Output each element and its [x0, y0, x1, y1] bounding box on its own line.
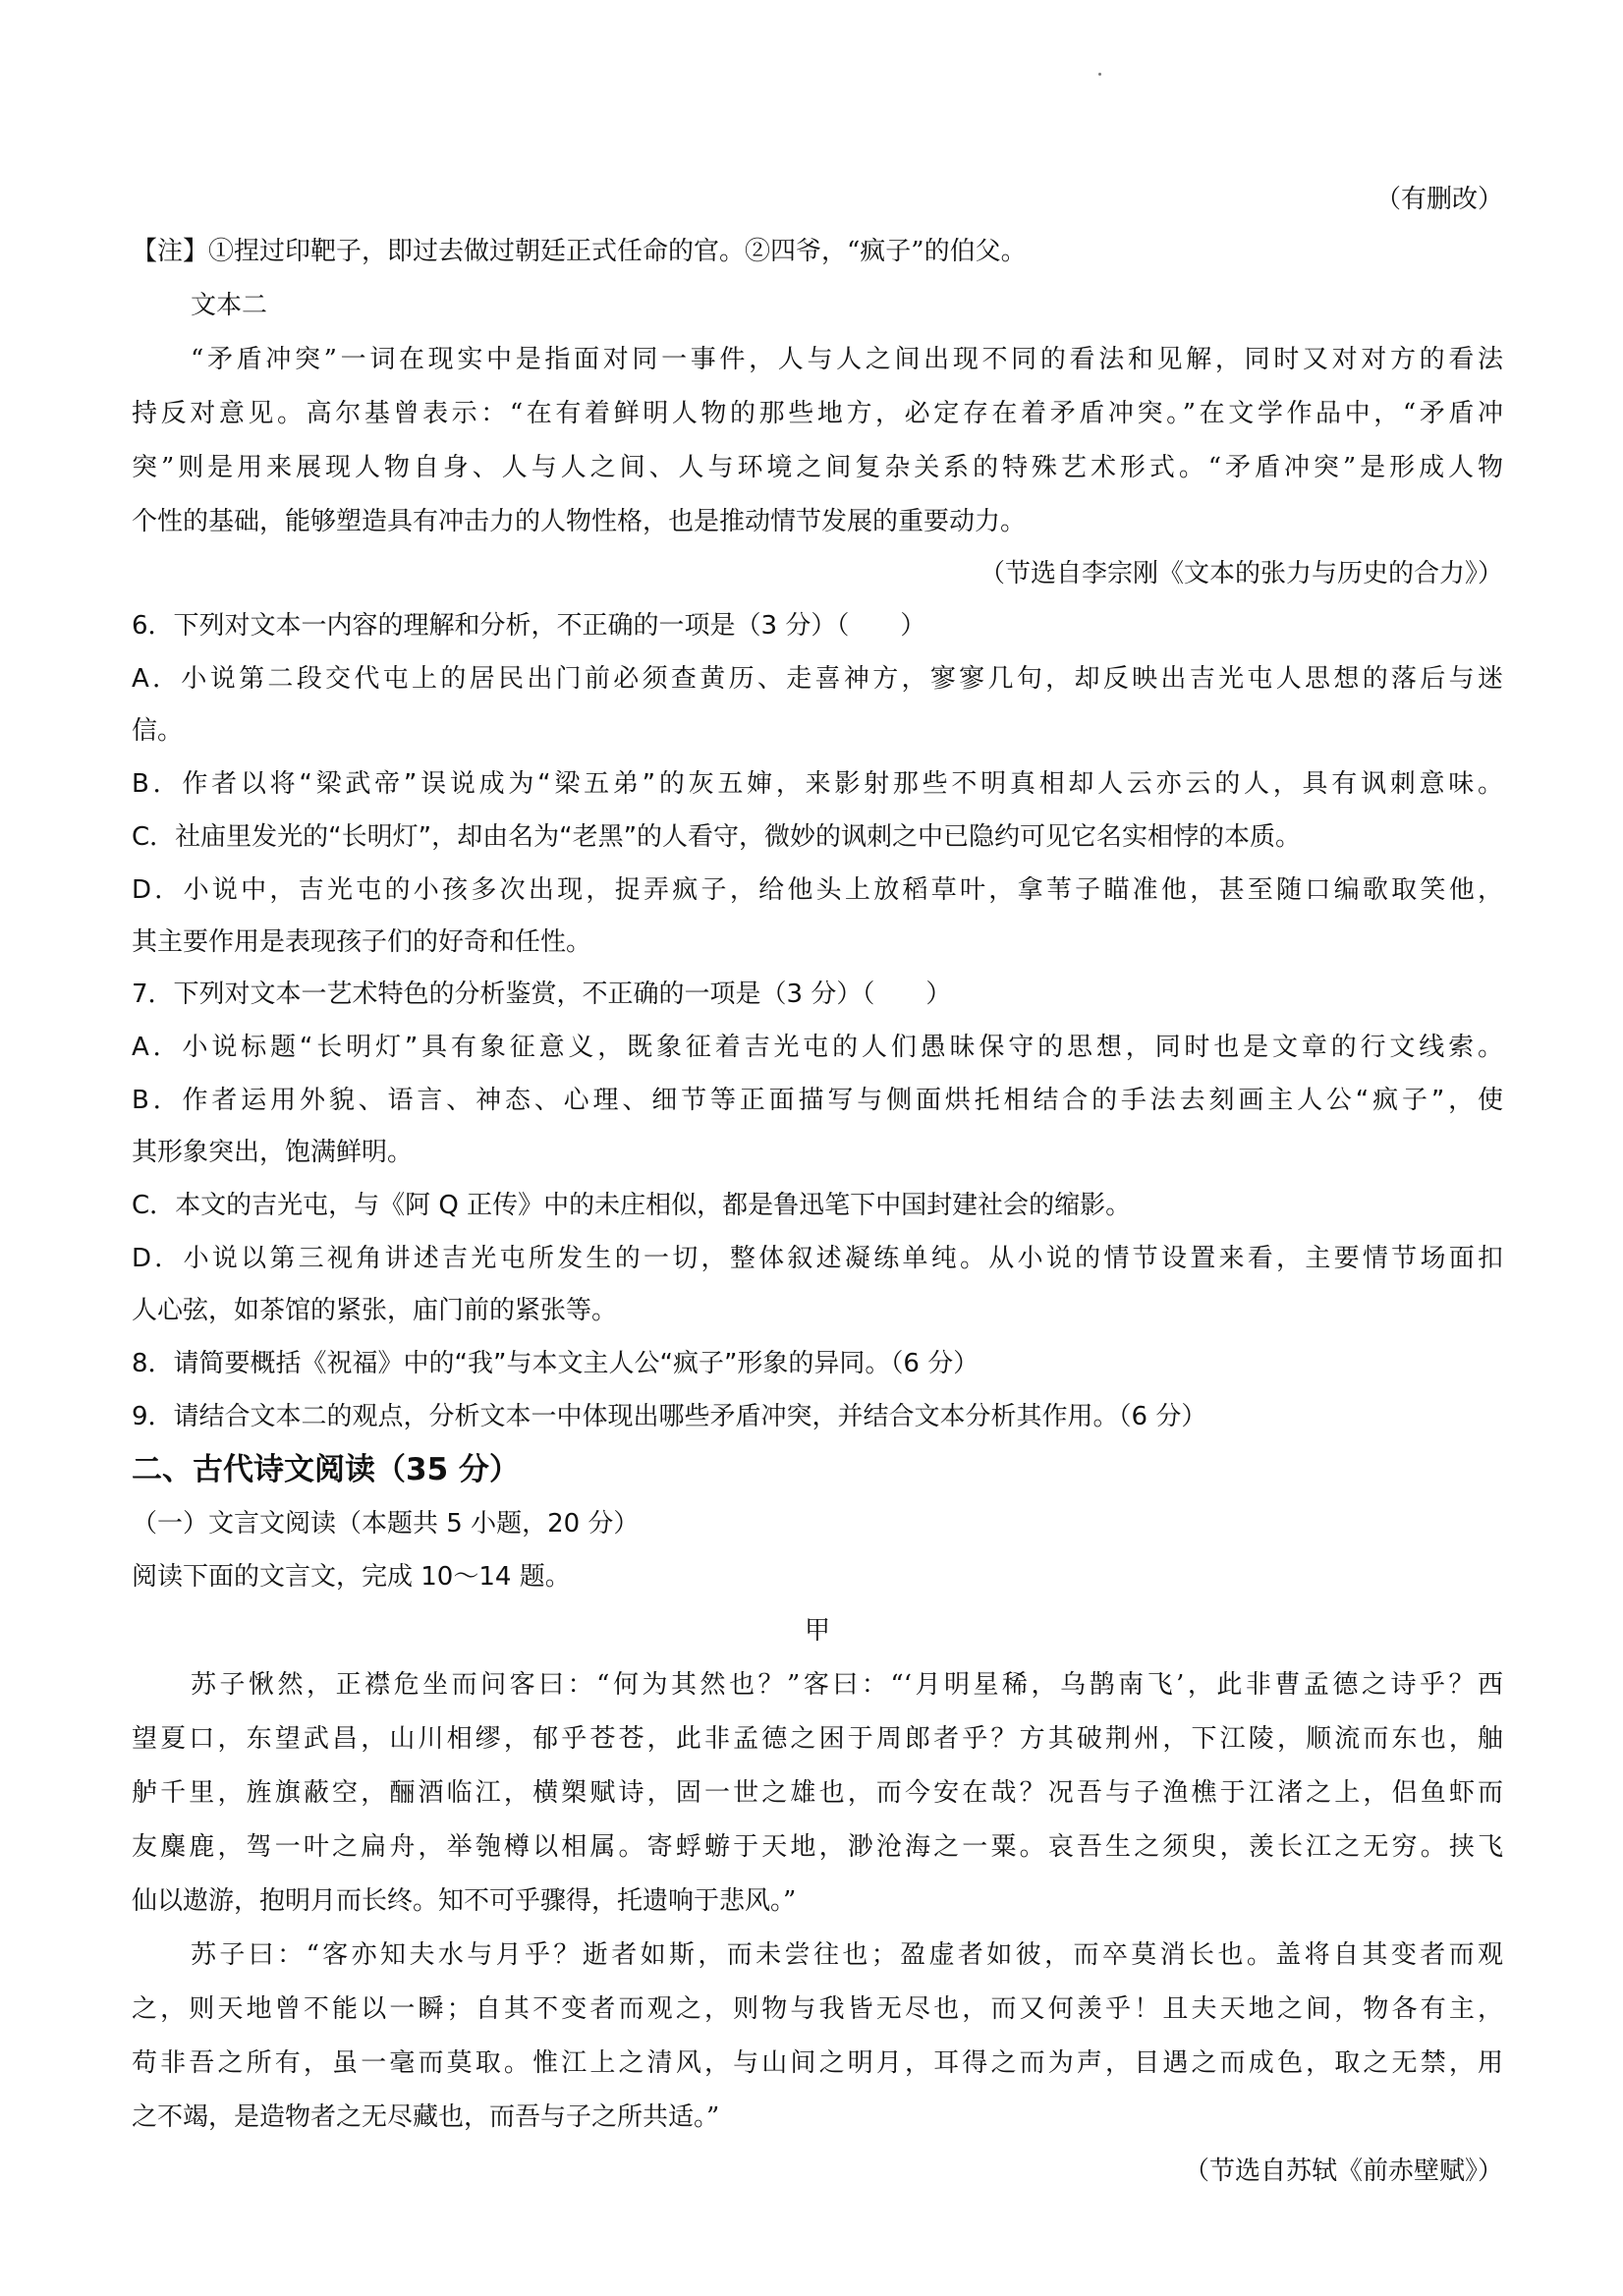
passage-p1-line-2: 望夏口，东望武昌，山川相缪，郁乎苍苍，此非孟德之困于周郎者乎？方其破荆州，下江陵，顺流而东也，舳: [132, 1724, 1503, 1754]
passage-p1-line-1: 苏子愀然，正襟危坐而问客曰：“何为其然也？”客曰：“‘月明星稀，乌鹊南飞’，此非曹孟德之诗乎？西: [191, 1670, 1503, 1700]
scan-dot: [1098, 73, 1101, 76]
passage-p2-line-4: 之不竭，是造物者之无尽藏也，而吾与子之所共适。”: [132, 2102, 720, 2132]
q7-option-b-1: B．作者运用外貌、语言、神态、心理、细节等正面描写与侧面烘托相结合的手法去刻画主人公“疯子”，使: [132, 1086, 1503, 1115]
passage-p1-line-3: 舻千里，旌旗蔽空，酾酒临江，横槊赋诗，固一世之雄也，而今安在哉？况吾与子渔樵于江渚之上，侣鱼虾而: [132, 1778, 1503, 1808]
passage-p2-line-1: 苏子曰：“客亦知夫水与月乎？逝者如斯，而未尝往也；盈虚者如彼，而卒莫消长也。盖将自其变者而观: [191, 1940, 1503, 1970]
passage-source: （节选自苏轼《前赤壁赋》）: [1183, 2156, 1503, 2186]
q6-option-b: B．作者以将“梁武帝”误说成为“梁五弟”的灰五婶，来影射那些不明真相却人云亦云的人，具有讽刺意味。: [132, 769, 1503, 799]
q6-option-a-1: A．小说第二段交代屯上的居民出门前必须查黄历、走喜神方，寥寥几句，却反映出吉光屯人思想的落后与迷: [132, 664, 1503, 694]
q7-option-b-2: 其形象突出，饱满鲜明。: [132, 1138, 414, 1167]
q6-stem: 6．下列对文本一内容的理解和分析，不正确的一项是（3 分）（ ）: [132, 611, 926, 641]
q9-stem: 9．请结合文本二的观点，分析文本一中体现出哪些矛盾冲突，并结合文本分析其作用。（6 分）: [132, 1402, 1207, 1431]
revision-note: （有删改）: [1374, 185, 1503, 214]
q6-option-d-2: 其主要作用是表现孩子们的好奇和任性。: [132, 927, 592, 957]
passage-p1-line-4: 友麋鹿，驾一叶之扁舟，举匏樽以相属。寄蜉蝣于天地，渺沧海之一粟。哀吾生之须臾，羡长江之无穷。挟飞: [132, 1832, 1503, 1862]
q6-option-a-2: 信。: [132, 716, 184, 746]
text2-line-1: “矛盾冲突”一词在现实中是指面对同一事件，人与人之间出现不同的看法和见解，同时又对对方的看法: [191, 345, 1503, 374]
footnote: 【注】①捏过印靶子，即过去做过朝廷正式任命的官。②四爷，“疯子”的伯父。: [132, 237, 1027, 266]
q7-option-c: C．本文的吉光屯，与《阿 Q 正传》中的未庄相似，都是鲁迅笔下中国封建社会的缩影。: [132, 1191, 1132, 1220]
section2-instruction: 阅读下面的文言文，完成 10～14 题。: [132, 1562, 571, 1592]
q7-option-d-2: 人心弦，如茶馆的紧张，庙门前的紧张等。: [132, 1296, 618, 1325]
section2-subtitle: （一）文言文阅读（本题共 5 小题，20 分）: [132, 1509, 640, 1539]
text2-source: （节选自李宗刚《文本的张力与历史的合力》）: [979, 559, 1503, 588]
q7-option-a: A．小说标题“长明灯”具有象征意义，既象征着吉光屯的人们愚昧保守的思想，同时也是文章的行文线索。: [132, 1033, 1503, 1062]
section2-title: 二、古代诗文阅读（35 分）: [132, 1452, 520, 1487]
passage-jia-label: 甲: [804, 1616, 830, 1646]
text2-line-4: 个性的基础，能够塑造具有冲击力的人物性格，也是推动情节发展的重要动力。: [132, 507, 1027, 536]
text2-line-2: 持反对意见。高尔基曾表示：“在有着鲜明人物的那些地方，必定存在着矛盾冲突。”在文学作品中，“矛盾冲: [132, 399, 1503, 428]
q7-stem: 7．下列对文本一艺术特色的分析鉴赏，不正确的一项是（3 分）（ ）: [132, 980, 952, 1009]
q8-stem: 8．请简要概括《祝福》中的“我”与本文主人公“疯子”形象的异同。（6 分）: [132, 1349, 979, 1378]
text2-line-3: 突”则是用来展现人物自身、人与人之间、人与环境之间复杂关系的特殊艺术形式。“矛盾冲突”是形成人物: [132, 453, 1503, 482]
passage-p2-line-2: 之，则天地曾不能以一瞬；自其不变者而观之，则物与我皆无尽也，而又何羡乎！且夫天地之间，物各有主，: [132, 1994, 1503, 2024]
q6-option-c: C．社庙里发光的“长明灯”，却由名为“老黑”的人看守，微妙的讽刺之中已隐约可见它名实相悖的本质。: [132, 822, 1302, 852]
text2-heading: 文本二: [191, 291, 268, 320]
passage-p2-line-3: 苟非吾之所有，虽一毫而莫取。惟江上之清风，与山间之明月，耳得之而为声，目遇之而成色，取之无禁，用: [132, 2048, 1503, 2078]
passage-p1-line-5: 仙以遨游，抱明月而长终。知不可乎骤得，托遗响于悲风。”: [132, 1886, 797, 1916]
q7-option-d-1: D．小说以第三视角讲述吉光屯所发生的一切，整体叙述凝练单纯。从小说的情节设置来看，主要情节场面扣: [132, 1244, 1503, 1273]
q6-option-d-1: D．小说中，吉光屯的小孩多次出现，捉弄疯子，给他头上放稻草叶，拿苇子瞄准他，甚至随口编歌取笑他，: [132, 875, 1503, 905]
